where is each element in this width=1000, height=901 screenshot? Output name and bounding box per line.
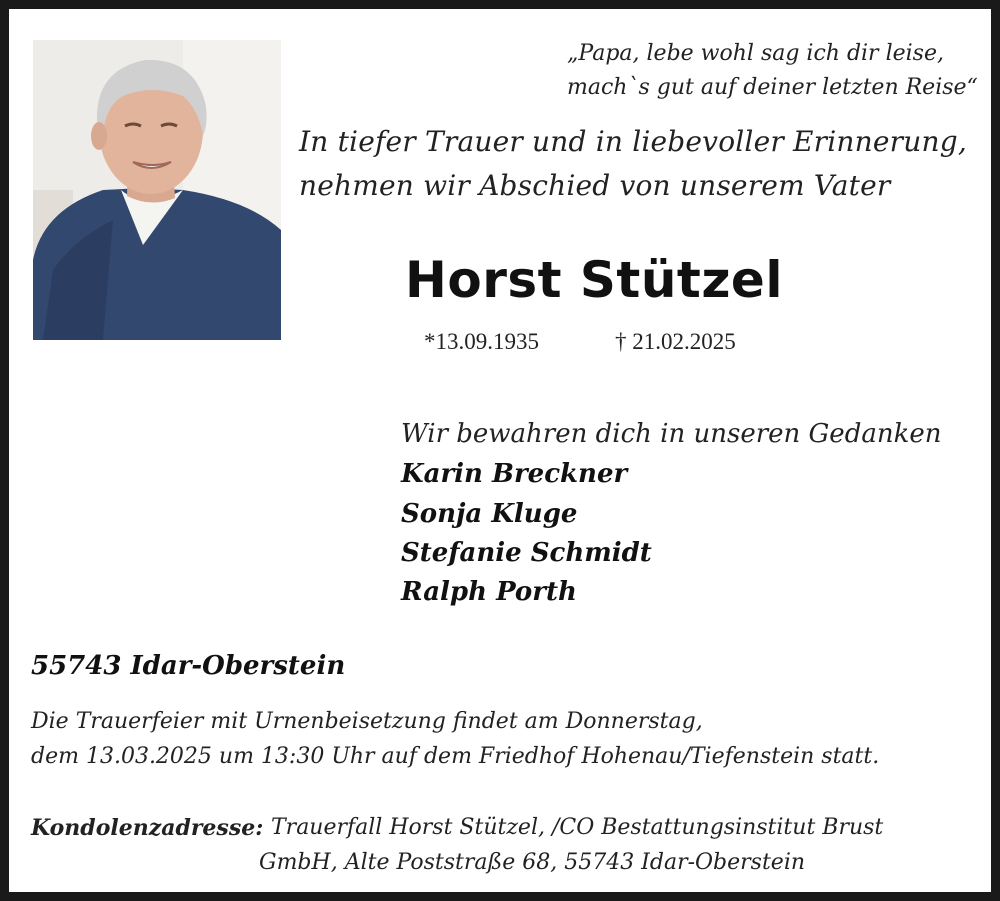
intro-line-1: In tiefer Trauer und in liebevoller Erinnerung, — [299, 125, 967, 158]
quote-line-1: „Papa, lebe wohl sag ich dir leise, — [567, 41, 944, 66]
mourners-intro: Wir bewahren dich in unseren Gedanken — [401, 419, 942, 449]
ceremony-line-1: Die Trauerfeier mit Urnenbeisetzung findet am Donnerstag, — [31, 709, 703, 734]
intro-line-2: nehmen wir Abschied von unserem Vater — [299, 169, 891, 202]
deceased-name: Horst Stützel — [405, 251, 783, 309]
mourner-name: Stefanie Schmidt — [401, 538, 652, 568]
condolence-line-1: Trauerfall Horst Stützel, /CO Bestattungsinstitut Brust — [271, 815, 884, 840]
quote-line-2: mach`s gut auf deiner letzten Reise“ — [567, 75, 978, 100]
death-date: † 21.02.2025 — [615, 329, 736, 354]
condolence-line-2: GmbH, Alte Poststraße 68, 55743 Idar-Oberstein — [259, 850, 806, 875]
portrait-image — [33, 40, 281, 340]
location: 55743 Idar-Oberstein — [31, 651, 346, 681]
birth-date: *13.09.1935 — [424, 329, 539, 354]
mourner-name: Ralph Porth — [401, 577, 577, 607]
mourner-name: Sonja Kluge — [401, 499, 578, 529]
ceremony-line-2: dem 13.03.2025 um 13:30 Uhr auf dem Friedhof Hohenau/Tiefenstein statt. — [31, 744, 880, 769]
condolence-label: Kondolenzadresse: — [31, 815, 264, 841]
portrait-photo — [33, 40, 281, 340]
mourner-name: Karin Breckner — [401, 459, 628, 489]
